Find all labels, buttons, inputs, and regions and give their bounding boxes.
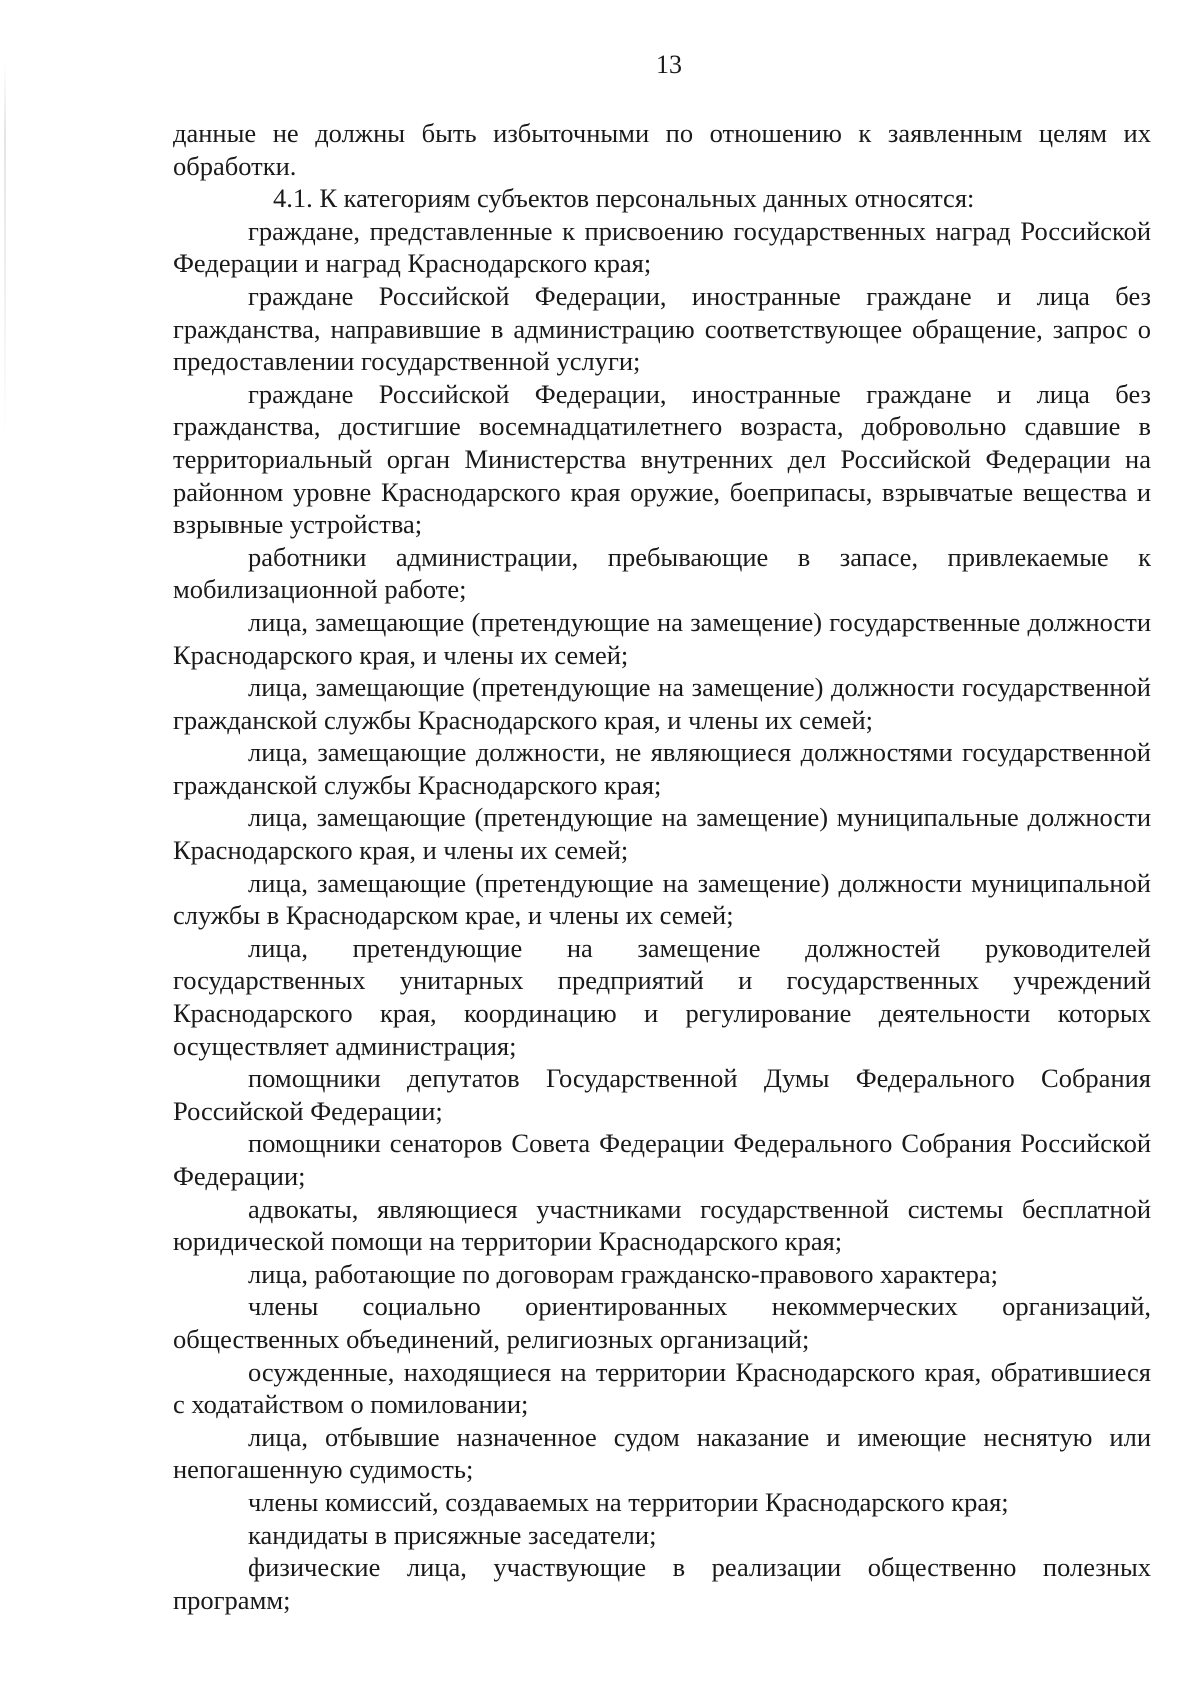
paragraph-continuation: данные не должны быть избыточными по отношению к заявленным целям их обработки. <box>173 118 1151 181</box>
paragraph-section-heading: 4.1. К категориям субъектов персональных данных относятся: <box>273 183 975 214</box>
list-item: граждане Российской Федерации, иностранные граждане и лица без гражданства, достигшие восемнадцатилетнего возраста, добровольно сдавшие в территориальный орган Министерства внутренних дел Российской Федерации на районном уровне Краснодарского края оружие, боеприпасы, взрывчатые вещества и взрывные устройства; <box>173 378 1151 540</box>
list-item: лица, замещающие (претендующие на замещение) государственные должности Краснодарского края, и члены их семей; <box>173 606 1151 670</box>
list-item: лица, замещающие (претендующие на замещение) должности муниципальной службы в Краснодарском крае, и члены их семей; <box>173 867 1151 931</box>
list-item: адвокаты, являющиеся участниками государственной системы бесплатной юридической помощи на территории Краснодарского края; <box>173 1193 1151 1257</box>
list-item: лица, претендующие на замещение должностей руководителей государственных унитарных предприятий и государственных учреждений Краснодарского края, координацию и регулирование деятельности которых осуществляет администрация; <box>173 932 1151 1061</box>
list-item: осужденные, находящиеся на территории Краснодарского края, обратившиеся с ходатайством о помиловании; <box>173 1356 1151 1420</box>
list-item: помощники сенаторов Совета Федерации Федерального Собрания Российской Федерации; <box>173 1128 1151 1191</box>
list-item: лица, замещающие должности, не являющиеся должностями государственной гражданской службы Краснодарского края; <box>173 737 1151 800</box>
list-item: граждане Российской Федерации, иностранные граждане и лица без гражданства, направившие в администрацию соответствующее обращение, запрос о предоставлении государственной услуги; <box>173 280 1151 377</box>
list-item: лица, отбывшие назначенное судом наказание и имеющие неснятую или непогашенную судимость; <box>173 1421 1151 1485</box>
list-item: кандидаты в присяжные заседатели; <box>248 1519 657 1550</box>
page-number: 13 <box>656 50 682 79</box>
list-item: граждане, представленные к присвоению государственных наград Российской Федерации и наград Краснодарского края; <box>173 215 1151 279</box>
scan-edge-shadow <box>4 60 6 440</box>
document-body <box>173 117 1151 1616</box>
list-item: лица, замещающие (претендующие на замещение) должности государственной гражданской службы Краснодарского края, и члены их семей; <box>173 672 1151 735</box>
list-item: лица, замещающие (претендующие на замещение) муниципальные должности Краснодарского края, и члены их семей; <box>173 802 1151 866</box>
list-item: работники администрации, пребывающие в запасе, привлекаемые к мобилизационной работе; <box>173 541 1151 605</box>
list-item: помощники депутатов Государственной Думы Федерального Собрания Российской Федерации; <box>173 1063 1151 1126</box>
list-item: члены комиссий, создаваемых на территории Краснодарского края; <box>248 1486 1009 1517</box>
list-item: лица, работающие по договорам гражданско-правового характера; <box>248 1258 999 1289</box>
list-item: физические лица, участвующие в реализации общественно полезных программ; <box>173 1552 1151 1615</box>
list-item: члены социально ориентированных некоммерческих организаций, общественных объединений, религиозных организаций; <box>173 1291 1151 1354</box>
